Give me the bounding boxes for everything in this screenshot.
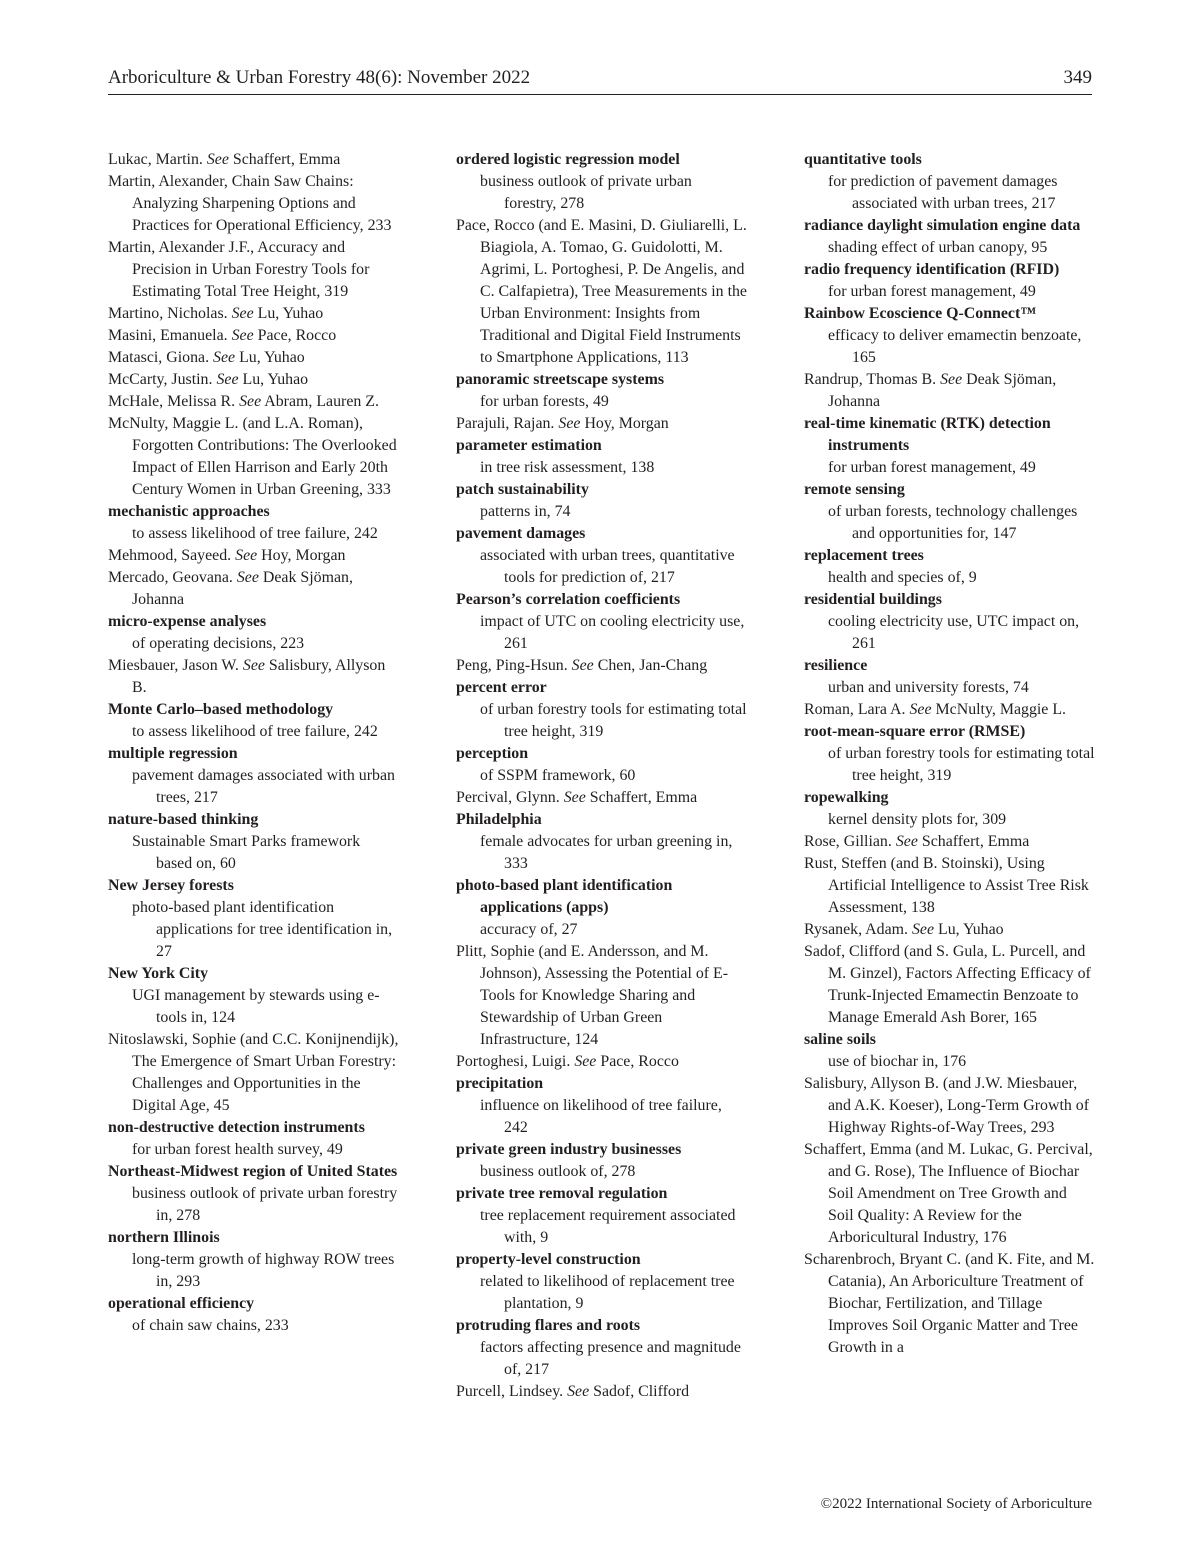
entry-text: Parajuli, Rajan. [456, 415, 555, 432]
entry-text: of chain saw chains, 233 [132, 1317, 289, 1334]
see-reference-target: Salisbury, Allyson B. [132, 657, 386, 696]
entry-text: Roman, Lara A. [804, 701, 906, 718]
see-reference-target: Hoy, Morgan [584, 415, 669, 432]
index-subentry [804, 677, 1096, 699]
entry-text: Martino, Nicholas. [108, 305, 228, 322]
index-subentry [456, 831, 748, 875]
index-subentry [108, 1139, 400, 1161]
see-reference-label: See [231, 305, 254, 322]
running-header-title: Arboriculture & Urban Forestry 48(6): November 2022 [108, 67, 531, 88]
index-entry [108, 655, 400, 699]
index-subject-heading [804, 259, 1096, 281]
index-subject-heading [456, 1315, 748, 1337]
entry-text: Randrup, Thomas B. [804, 371, 937, 388]
entry-text: long-term growth of highway ROW trees in, 293 [132, 1251, 395, 1290]
index-subject-heading [804, 589, 1096, 611]
index-entry [108, 1029, 400, 1117]
entry-text: remote sensing [804, 481, 905, 498]
index-subject-heading [456, 589, 748, 611]
entry-text: to assess likelihood of tree failure, 242 [132, 525, 378, 542]
entry-text: kernel density plots for, 309 [828, 811, 1007, 828]
index-subject-heading [108, 1117, 400, 1139]
entry-text: micro-expense analyses [108, 613, 267, 630]
entry-text: ordered logistic regression model [456, 151, 680, 168]
see-reference-label: See [236, 569, 259, 586]
entry-text: McCarty, Justin. [108, 371, 213, 388]
index-subject-heading [456, 149, 748, 171]
index-subentry [108, 985, 400, 1029]
index-subentry [804, 567, 1096, 589]
entry-text: mechanistic approaches [108, 503, 270, 520]
entry-text: Mercado, Geovana. [108, 569, 233, 586]
entry-text: Martin, Alexander, Chain Saw Chains: Analyzing Sharpening Options and Practices for Operational Efficiency, 233 [108, 173, 392, 234]
entry-text: associated with urban trees, quantitative tools for prediction of, 217 [480, 547, 735, 586]
entry-text: Nitoslawski, Sophie (and C.C. Konijnendijk), The Emergence of Smart Urban Forestry: Challenges and Opportunities in the Digital Age, 45 [108, 1031, 399, 1114]
entry-text: patterns in, 74 [480, 503, 571, 520]
entry-text: panoramic streetscape systems [456, 371, 665, 388]
entry-text: property-level construction [456, 1251, 641, 1268]
entry-text: Portoghesi, Luigi. [456, 1053, 571, 1070]
index-subject-heading [108, 1293, 400, 1315]
entry-text: photo-based plant identification applications for tree identification in, 27 [132, 899, 393, 960]
entry-text: replacement trees [804, 547, 924, 564]
index-subject-heading [108, 501, 400, 523]
index-entry [108, 149, 400, 171]
see-reference-target: Lu, Yuhao [257, 305, 324, 322]
index-subentry [456, 1271, 748, 1315]
index-subentry [108, 1315, 400, 1337]
index-subject-heading [108, 699, 400, 721]
entry-text: Peng, Ping-Hsun. [456, 657, 568, 674]
entry-text: Rainbow Ecoscience Q-Connect™ [804, 305, 1037, 322]
index-column-2 [456, 149, 748, 1403]
entry-text: Matasci, Giona. [108, 349, 210, 366]
index-subject-heading [804, 413, 1096, 457]
entry-text: Philadelphia [456, 811, 542, 828]
entry-text: Rysanek, Adam. [804, 921, 908, 938]
index-subject-heading [456, 1139, 748, 1161]
see-reference-target: Deak Sjöman, Johanna [828, 371, 1057, 410]
entry-text: Lukac, Martin. [108, 151, 203, 168]
entry-text: business outlook of private urban forestry, 278 [480, 173, 692, 212]
see-reference-label: See [216, 371, 239, 388]
index-entry [108, 237, 400, 303]
see-reference-label: See [940, 371, 963, 388]
index-entry [108, 171, 400, 237]
entry-text: Martin, Alexander J.F., Accuracy and Precision in Urban Forestry Tools for Estimating Total Tree Height, 319 [108, 239, 370, 300]
entry-text: UGI management by stewards using e-tools in, 124 [132, 987, 380, 1026]
entry-text: patch sustainability [456, 481, 589, 498]
index-subentry [456, 919, 748, 941]
entry-text: Sadof, Clifford (and S. Gula, L. Purcell, and M. Ginzel), Factors Affecting Efficacy of Trunk-Injected Emamectin Benzoate to Manage Emerald Ash Borer, 165 [804, 943, 1091, 1026]
see-reference-target: Abram, Lauren Z. [264, 393, 379, 410]
entry-text: related to likelihood of replacement tree plantation, 9 [480, 1273, 735, 1312]
entry-text: of operating decisions, 223 [132, 635, 305, 652]
index-entry [804, 369, 1096, 413]
entry-text: of SSPM framework, 60 [480, 767, 636, 784]
index-subject-heading [804, 545, 1096, 567]
entry-text: Salisbury, Allyson B. (and J.W. Miesbauer, and A.K. Koeser), Long-Term Growth of Highway Rights-of-Way Trees, 293 [804, 1075, 1090, 1136]
entry-text: Rose, Gillian. [804, 833, 892, 850]
see-reference-target: Pace, Rocco [600, 1053, 679, 1070]
see-reference-target: Deak Sjöman, Johanna [132, 569, 353, 608]
see-reference-target: Chen, Jan-Chang [597, 657, 708, 674]
index-subject-heading [804, 215, 1096, 237]
index-entry [804, 699, 1096, 721]
index-subentry [804, 325, 1096, 369]
index-entry [456, 655, 748, 677]
index-entry [108, 369, 400, 391]
index-subject-heading [456, 809, 748, 831]
entry-text: of urban forests, technology challenges and opportunities for, 147 [828, 503, 1078, 542]
entry-text: Plitt, Sophie (and E. Andersson, and M. Johnson), Assessing the Potential of E-Tools for Knowledge Sharing and Stewardship of Urban Green Infrastructure, 124 [456, 943, 729, 1048]
entry-text: business outlook of private urban forestry in, 278 [132, 1185, 398, 1224]
entry-text: radiance daylight simulation engine data [804, 217, 1081, 234]
see-reference-label: See [235, 547, 258, 564]
index-subentry [804, 743, 1096, 787]
see-reference-label: See [571, 657, 594, 674]
entry-text: of urban forestry tools for estimating total tree height, 319 [828, 745, 1095, 784]
index-subject-heading [804, 479, 1096, 501]
entry-text: for urban forest management, 49 [828, 459, 1036, 476]
index-subject-heading [456, 523, 748, 545]
index-subentry [108, 721, 400, 743]
entry-text: Rust, Steffen (and B. Stoinski), Using Artificial Intelligence to Assist Tree Risk Assessment, 138 [804, 855, 1089, 916]
entry-text: pavement damages [456, 525, 586, 542]
see-reference-label: See [231, 327, 254, 344]
index-subentry [108, 523, 400, 545]
index-subject-heading [108, 963, 400, 985]
index-subentry [456, 1095, 748, 1139]
index-subject-heading [804, 655, 1096, 677]
see-reference-target: Hoy, Morgan [261, 547, 346, 564]
index-subject-heading [108, 743, 400, 765]
entry-text: perception [456, 745, 529, 762]
index-subject-heading [804, 787, 1096, 809]
index-entry [804, 1073, 1096, 1139]
index-subentry [804, 457, 1096, 479]
index-subject-heading [456, 677, 748, 699]
index-subentry [804, 611, 1096, 655]
entry-text: New Jersey forests [108, 877, 234, 894]
entry-text: Purcell, Lindsey. [456, 1383, 564, 1400]
index-entry [456, 941, 748, 1051]
index-entry [108, 303, 400, 325]
see-reference-label: See [911, 921, 935, 938]
entry-text: for urban forests, 49 [480, 393, 609, 410]
index-subentry [804, 171, 1096, 215]
index-entry [108, 391, 400, 413]
index-entry [108, 545, 400, 567]
entry-text: tree replacement requirement associated with, 9 [480, 1207, 736, 1246]
entry-text: female advocates for urban greening in, 333 [480, 833, 733, 872]
index-subject-heading [108, 1161, 400, 1183]
index-subentry [456, 611, 748, 655]
see-reference-label: See [239, 393, 262, 410]
page-number: 349 [1063, 67, 1092, 88]
index-entry [108, 347, 400, 369]
entry-text: operational efficiency [108, 1295, 255, 1312]
entry-text: photo-based plant identification applications (apps) [456, 877, 673, 916]
entry-text: Scharenbroch, Bryant C. (and K. Fite, and M. Catania), An Arboriculture Treatment of Biochar, Fertilization, and Tillage Improves Soil Organic Matter and Tree Growth in a [804, 1251, 1095, 1356]
entry-text: percent error [456, 679, 547, 696]
index-subject-heading [456, 435, 748, 457]
index-subentry [456, 765, 748, 787]
index-subject-heading [456, 1183, 748, 1205]
index-entry [804, 1249, 1096, 1359]
index-entry [108, 413, 400, 501]
entry-text: resilience [804, 657, 868, 674]
index-column-1 [108, 149, 400, 1337]
see-reference-target: Sadof, Clifford [593, 1383, 690, 1400]
index-subentry [456, 501, 748, 523]
entry-text: ropewalking [804, 789, 889, 806]
index-subentry [804, 237, 1096, 259]
entry-text: to assess likelihood of tree failure, 242 [132, 723, 378, 740]
index-subentry [456, 391, 748, 413]
entry-text: residential buildings [804, 591, 942, 608]
entry-text: Pearson’s correlation coefficients [456, 591, 681, 608]
index-entry [456, 413, 748, 435]
entry-text: root-mean-square error (RMSE) [804, 723, 1026, 740]
index-subentry [108, 765, 400, 809]
entry-text: Miesbauer, Jason W. [108, 657, 239, 674]
index-subentry [108, 831, 400, 875]
index-subject-heading [804, 303, 1096, 325]
see-reference-target: Schaffert, Emma [232, 151, 341, 168]
entry-text: urban and university forests, 74 [828, 679, 1029, 696]
see-reference-label: See [567, 1383, 590, 1400]
index-entry [804, 919, 1096, 941]
index-subject-heading [456, 369, 748, 391]
index-subject-heading [108, 809, 400, 831]
index-entry [804, 941, 1096, 1029]
entry-text: influence on likelihood of tree failure, 242 [480, 1097, 722, 1136]
copyright-footer: ©2022 International Society of Arboriculture [820, 1496, 1092, 1512]
entry-text: for urban forest health survey, 49 [132, 1141, 343, 1158]
see-reference-label: See [206, 151, 229, 168]
entry-text: Masini, Emanuela. [108, 327, 228, 344]
index-subject-heading [108, 611, 400, 633]
index-subentry [804, 809, 1096, 831]
header-divider [108, 94, 1092, 95]
entry-text: multiple regression [108, 745, 238, 762]
entry-text: McNulty, Maggie L. (and L.A. Roman), Forgotten Contributions: The Overlooked Impact of Ellen Harrison and Early 20th Century Women in Urban Greening, 333 [108, 415, 397, 498]
index-subentry [456, 699, 748, 743]
see-reference-target: Pace, Rocco [257, 327, 337, 344]
see-reference-target: Schaffert, Emma [589, 789, 698, 806]
entry-text: in tree risk assessment, 138 [480, 459, 655, 476]
entry-text: for urban forest management, 49 [828, 283, 1036, 300]
index-entry [804, 1139, 1096, 1249]
entry-text: health and species of, 9 [828, 569, 977, 586]
see-reference-target: Schaffert, Emma [921, 833, 1030, 850]
index-subject-heading [804, 149, 1096, 171]
entry-text: McHale, Melissa R. [108, 393, 236, 410]
index-subentry [456, 545, 748, 589]
index-subject-heading [456, 1249, 748, 1271]
index-subentry [456, 1161, 748, 1183]
index-subject-heading [804, 721, 1096, 743]
index-subentry [456, 457, 748, 479]
see-reference-label: See [895, 833, 918, 850]
see-reference-target: Lu, Yuhao [938, 921, 1004, 938]
entry-text: business outlook of, 278 [480, 1163, 636, 1180]
index-entry [108, 325, 400, 347]
index-entry [456, 787, 748, 809]
entry-text: cooling electricity use, UTC impact on, 261 [828, 613, 1080, 652]
entry-text: precipitation [456, 1075, 544, 1092]
see-reference-label: See [574, 1053, 597, 1070]
index-subentry [804, 281, 1096, 303]
see-reference-target: McNulty, Maggie L. [935, 701, 1067, 718]
entry-text: New York City [108, 965, 209, 982]
see-reference-label: See [563, 789, 586, 806]
entry-text: real-time kinematic (RTK) detection instruments [804, 415, 1051, 454]
entry-text: Northeast-Midwest region of United States [108, 1163, 398, 1180]
see-reference-label: See [558, 415, 581, 432]
entry-text: shading effect of urban canopy, 95 [828, 239, 1048, 256]
index-column-3 [804, 149, 1096, 1359]
index-entry [456, 215, 748, 369]
entry-text: factors affecting presence and magnitude of, 217 [480, 1339, 741, 1378]
entry-text: radio frequency identification (RFID) [804, 261, 1060, 278]
index-subject-heading [456, 479, 748, 501]
see-reference-target: Lu, Yuhao [242, 371, 309, 388]
entry-text: for prediction of pavement damages associated with urban trees, 217 [828, 173, 1058, 212]
index-subentry [804, 1051, 1096, 1073]
entry-text: Mehmood, Sayeed. [108, 547, 232, 564]
index-entry [804, 853, 1096, 919]
entry-text: pavement damages associated with urban trees, 217 [132, 767, 395, 806]
entry-text: private green industry businesses [456, 1141, 682, 1158]
entry-text: Pace, Rocco (and E. Masini, D. Giuliarelli, L. Biagiola, A. Tomao, G. Guidolotti, M. Agrimi, L. Portoghesi, P. De Angelis, and C. Calfapietra), Tree Measurements in the Urban Environment: Insights from Traditional and Digital Field Instruments to Smartphone Applications, 113 [456, 217, 747, 366]
see-reference-label: See [909, 701, 932, 718]
index-subject-heading [108, 1227, 400, 1249]
index-subentry [108, 897, 400, 963]
index-entry [456, 1381, 748, 1403]
entry-text: efficacy to deliver emamectin benzoate, 165 [828, 327, 1082, 366]
index-subentry [108, 1249, 400, 1293]
index-subject-heading [108, 875, 400, 897]
entry-text: Monte Carlo–based methodology [108, 701, 334, 718]
entry-text: use of biochar in, 176 [828, 1053, 967, 1070]
entry-text: saline soils [804, 1031, 876, 1048]
entry-text: accuracy of, 27 [480, 921, 578, 938]
entry-text: parameter estimation [456, 437, 602, 454]
index-entry [108, 567, 400, 611]
index-subentry [456, 171, 748, 215]
entry-text: nature-based thinking [108, 811, 259, 828]
see-reference-target: Lu, Yuhao [239, 349, 305, 366]
entry-text: of urban forestry tools for estimating total tree height, 319 [480, 701, 747, 740]
index-subentry [108, 1183, 400, 1227]
entry-text: impact of UTC on cooling electricity use, 261 [480, 613, 745, 652]
index-subentry [456, 1205, 748, 1249]
index-subject-heading [456, 743, 748, 765]
entry-text: private tree removal regulation [456, 1185, 668, 1202]
entry-text: non-destructive detection instruments [108, 1119, 365, 1136]
entry-text: Sustainable Smart Parks framework based on, 60 [132, 833, 361, 872]
entry-text: quantitative tools [804, 151, 922, 168]
entry-text: northern Illinois [108, 1229, 220, 1246]
entry-text: Schaffert, Emma (and M. Lukac, G. Percival, and G. Rose), The Influence of Biochar Soil Amendment on Tree Growth and Soil Quality: A Review for the Arboricultural Industry, 176 [804, 1141, 1093, 1246]
index-entry [456, 1051, 748, 1073]
index-subentry [108, 633, 400, 655]
see-reference-label: See [213, 349, 236, 366]
index-entry [804, 831, 1096, 853]
entry-text: protruding flares and roots [456, 1317, 641, 1334]
index-subject-heading [456, 875, 748, 919]
index-subentry [456, 1337, 748, 1381]
entry-text: Percival, Glynn. [456, 789, 560, 806]
index-subject-heading [456, 1073, 748, 1095]
index-subject-heading [804, 1029, 1096, 1051]
see-reference-label: See [242, 657, 265, 674]
index-subentry [804, 501, 1096, 545]
